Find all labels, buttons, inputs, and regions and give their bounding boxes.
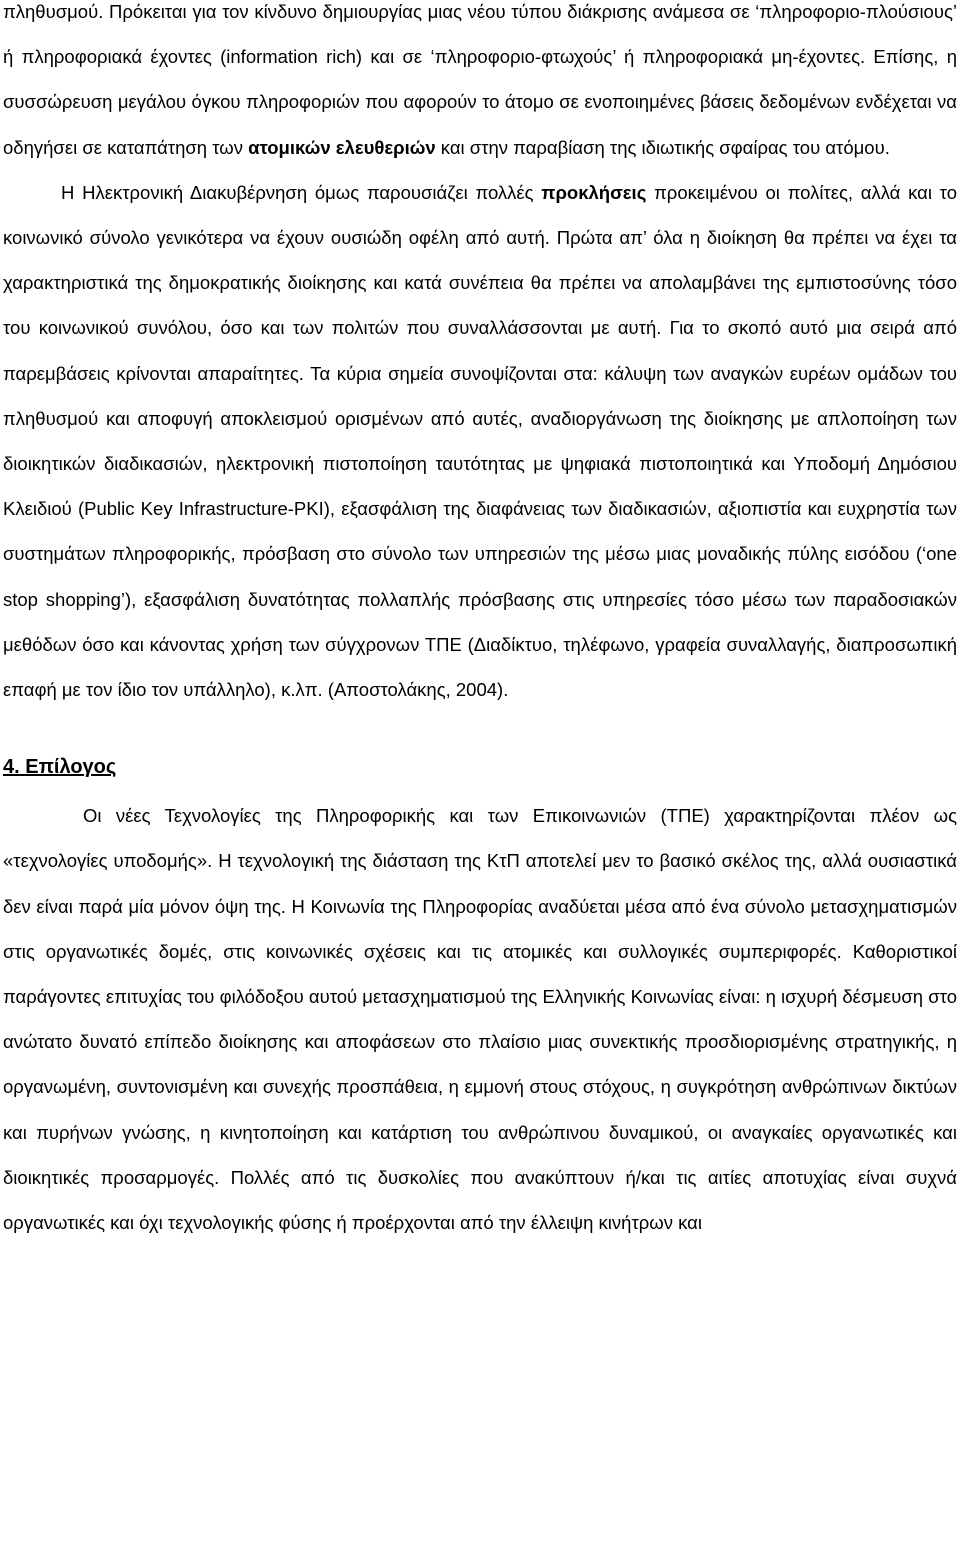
- section-number: 4.: [3, 756, 20, 779]
- paragraph-2-text-before: Η Ηλεκτρονική Διακυβέρνηση όμως παρουσιάζει πολλές: [61, 181, 542, 203]
- paragraph-1-bold: ατομικών ελευθεριών: [248, 136, 436, 158]
- paragraph-1: [3, 0, 957, 170]
- paragraph-2-bold: προκλήσεις: [541, 181, 647, 203]
- paragraph-2: [3, 170, 957, 712]
- section-title: Επίλογος: [25, 756, 117, 779]
- paragraph-1-text-after: και στην παραβίαση της ιδιωτικής σφαίρας του ατόμου.: [435, 136, 890, 158]
- paragraph-2-text-after: προκειμένου οι πολίτες, αλλά και το κοινωνικό σύνολο γενικότερα να έχουν ουσιώδη οφέλη από αυτή. Πρώτα απ’ όλα η διοίκηση θα πρέπει να έχει τα χαρακτηριστικά της δημοκρατικής διοίκησης και κατά συνέπεια θα πρέπει να απολαμβάνει της εμπιστοσύνης τόσο του κοινωνικού συνόλου, όσο και των πολιτών που συναλλάσσονται με αυτή. Για το σκοπό αυτό μια σειρά από παρεμβάσεις κρίνονται απαραίτητες. Τα κύρια σημεία συνοψίζονται στα: κάλυψη των αναγκών ευρέων ομάδων του πληθυσμού και αποφυγή αποκλεισμού ορισμένων από αυτές, αναδιοργάνωση της διοίκησης με απλοποίηση των διοικητικών διαδικασιών, ηλεκτρονική πιστοποίηση ταυτότητας με ψηφιακά πιστοποιητικά και Υποδομή Δημόσιου Κλειδιού (Public Key Infrastructure-PKI), εξασφάλιση της διαφάνειας των διαδικασιών, αξιοπιστία και ευχρηστία των συστημάτων πληροφορικής, πρόσβαση στο σύνολο των υπηρεσιών της μέσω μιας μοναδικής πύλης εισόδου (‘one stop shopping’), εξασφάλιση δυνατότητας πολλαπλής πρόσβασης στις υπηρεσίες τόσο μέσω των παραδοσιακών μεθόδων όσο και κάνοντας χρήση των σύγχρονων ΤΠΕ (Διαδίκτυο, τηλέφωνο, γραφεία συναλλαγής, διαπροσωπική επαφή με τον ίδιο τον υπάλληλο), κ.λπ. (Αποστολάκης, 2004).: [3, 181, 957, 701]
- paragraph-3: [3, 793, 957, 1245]
- paragraph-1-text: πληθυσμού. Πρόκειται για τον κίνδυνο δημιουργίας μιας νέου τύπου διάκρισης ανάμεσα σε ‘πληροφοριο-πλούσιους’ ή πληροφοριακά έχοντες (information rich) και σε ‘πληροφοριο-φτωχούς’ ή πληροφοριακά μη-έχοντες. Επίσης, η συσσώρευση μεγάλου όγκου πληροφοριών που αφορούν το άτομο σε ενοποιημένες βάσεις δεδομένων ενδέχεται να οδηγήσει σε καταπάτηση των: [3, 1, 957, 158]
- section-heading: [3, 745, 957, 790]
- paragraph-3-text: Οι νέες Τεχνολογίες της Πληροφορικής και των Επικοινωνιών (ΤΠΕ) χαρακτηρίζονται πλέον ως «τεχνολογίες υποδομής». Η τεχνολογική της διάσταση της ΚτΠ αποτελεί μεν το βασικό σκέλος της, αλλά ουσιαστικά δεν είναι παρά μία μόνον όψη της. Η Κοινωνία της Πληροφορίας αναδύεται μέσα από ένα σύνολο μετασχηματισμών στις οργανωτικές δομές, στις κοινωνικές σχέσεις και τις ατομικές και συλλογικές συμπεριφορές. Καθοριστικοί παράγοντες επιτυχίας του φιλόδοξου αυτού μετασχηματισμού της Ελληνικής Κοινωνίας είναι: η ισχυρή δέσμευση στο ανώτατο δυνατό επίπεδο διοίκησης και αποφάσεων στο πλαίσιο μιας συνεκτικής προσδιορισμένης στρατηγικής, η οργανωμένη, συντονισμένη και συνεχής προσπάθεια, η εμμονή στους στόχους, η συγκρότηση ανθρώπινων δικτύων και πυρήνων γνώσης, η κινητοποίηση και κατάρτιση του ανθρώπινου δυναμικού, οι αναγκαίες οργανωτικές και διοικητικές προσαρμογές. Πολλές από τις δυσκολίες που ανακύπτουν ή/και τις αιτίες αποτυχίας είναι συχνά οργανωτικές και όχι τεχνολογικής φύσης ή προέρχονται από την έλλειψη κινήτρων και: [3, 805, 957, 1234]
